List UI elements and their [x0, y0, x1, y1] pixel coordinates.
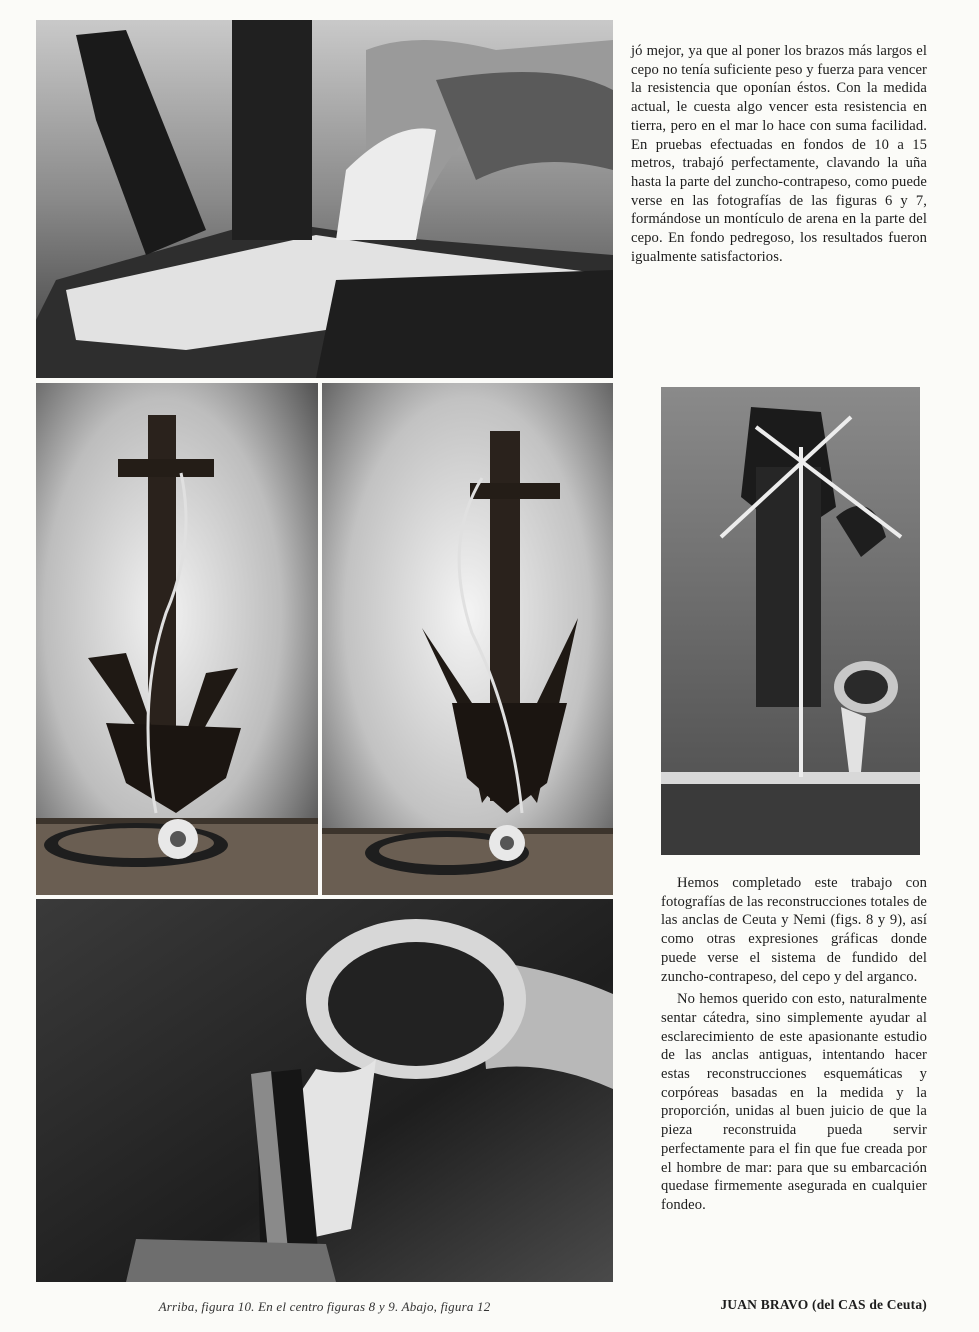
article-paragraph-conclusion-1: Hemos completado este trabajo con fotografías de las reconstrucciones totales de las anclas de Ceuta y Nemi (figs. 8 y 9), así como otras expresiones gráficas donde puede verse el sistema de fundido del zuncho-contrapeso, del cepo y del arganco.: [661, 875, 927, 985]
figure-7-photo: [661, 387, 920, 855]
figure-12-photo: [36, 899, 613, 1282]
figure-9-photo: [322, 383, 613, 895]
article-paragraph-continued: jó mejor, ya que al poner los brazos más largos el cepo no tenía suficiente peso y fuerza para vencer la resistencia que oponían éstos. Con la medida actual, le cuesta algo vencer esta resistencia en tierra, pero en el mar lo hace con suma facilidad. En pruebas efectuadas en fondos de 10 a 15 metros, trabajó perfectamente, clavando la uña hasta la parte del zuncho-contrapeso, como puede verse en las fotografías de las figuras 6 y 7, formándose un montículo de arena en la parte del cepo. En fondo pedregoso, los resultados fueron igualmente satisfactorios.: [631, 43, 927, 265]
figure-10-photo: [36, 20, 613, 378]
article-column-bottom: [661, 874, 927, 1215]
author-signature: JUAN BRAVO (del CAS de Ceuta): [720, 1297, 927, 1312]
article-column-top: [631, 42, 927, 266]
article-paragraph-conclusion-2: No hemos querido con esto, naturalmente sentar cátedra, sino simplemente ayudar al esclarecimiento de este apasionante estudio de las anclas antiguas, intentando hacer estas reconstrucciones esquemáticas y corpóreas basadas en la medida y la proporción, unidas al buen juicio de que la pieza reconstruida pueda servir perfectamente para el fin que fue creada por el hombre de mar: para que su embarcación quedase firmemente asegurada en cualquier fondeo.: [661, 991, 927, 1213]
figure-caption: Arriba, figura 10. En el centro figuras 8 y 9. Abajo, figura 12: [158, 1299, 491, 1314]
figure-8-photo: [36, 383, 318, 895]
